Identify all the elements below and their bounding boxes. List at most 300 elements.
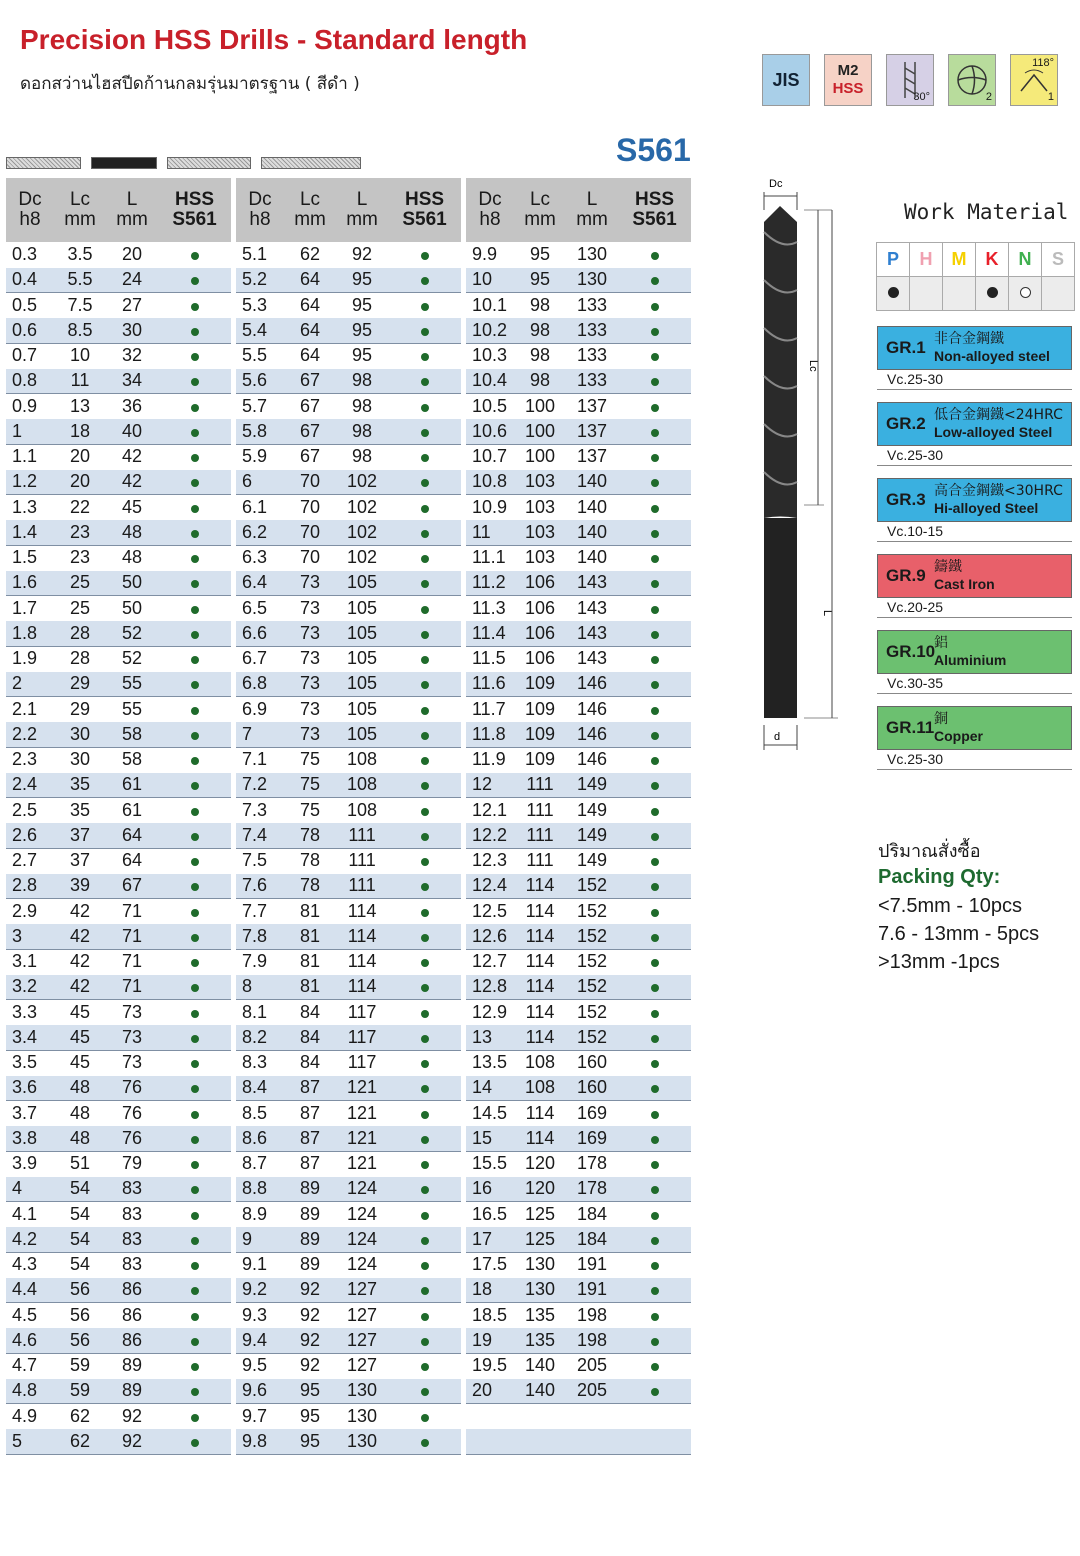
availability-cell — [388, 1353, 461, 1378]
lc-cell — [514, 1404, 566, 1429]
available-dot-icon — [191, 277, 199, 285]
lc-cell: 135 — [514, 1303, 566, 1328]
dc-cell: 1.4 — [6, 520, 54, 545]
dc-cell: 3.6 — [6, 1075, 54, 1100]
availability-cell — [158, 1378, 231, 1403]
availability-cell — [388, 1429, 461, 1454]
table-row — [466, 1151, 691, 1176]
lc-cell: 29 — [54, 671, 106, 696]
l-cell: 86 — [106, 1303, 158, 1328]
lc-cell: 140 — [514, 1378, 566, 1403]
dc-cell: 11.4 — [466, 621, 514, 646]
l-cell: 102 — [336, 520, 388, 545]
availability-cell — [158, 1151, 231, 1176]
dc-cell: 5.6 — [236, 368, 284, 393]
available-dot-icon — [421, 1388, 429, 1396]
lc-cell: 25 — [54, 570, 106, 595]
l-cell: 198 — [566, 1303, 618, 1328]
dc-cell: 8.8 — [236, 1176, 284, 1201]
dc-cell: 7.1 — [236, 747, 284, 772]
l-cell: 140 — [566, 495, 618, 520]
dc-cell: 2 — [6, 671, 54, 696]
lc-cell: 67 — [284, 444, 336, 469]
l-cell: 34 — [106, 368, 158, 393]
lc-cell: 29 — [54, 697, 106, 722]
dc-cell: 11.5 — [466, 646, 514, 671]
packing-line: >13mm -1pcs — [878, 951, 1000, 973]
l-cell: 169 — [566, 1101, 618, 1126]
availability-cell — [388, 747, 461, 772]
dc-cell: 15.5 — [466, 1151, 514, 1176]
table-row — [466, 1050, 691, 1075]
availability-cell — [158, 873, 231, 898]
group-name-cn: 低合金鋼鐵<24HRC — [934, 407, 1063, 423]
availability-cell — [158, 495, 231, 520]
dc-cell: 9.8 — [236, 1429, 284, 1454]
l-cell: 71 — [106, 949, 158, 974]
table-row — [6, 1025, 231, 1050]
available-dot-icon — [651, 934, 659, 942]
table-row — [466, 1404, 691, 1429]
available-dot-icon — [651, 984, 659, 992]
lc-cell: 75 — [284, 798, 336, 823]
available-dot-icon — [191, 1287, 199, 1295]
table-row — [466, 924, 691, 949]
material-group-gr-3 — [877, 478, 1072, 542]
lc-cell: 25 — [54, 596, 106, 621]
available-dot-icon — [191, 782, 199, 790]
lc-cell: 125 — [514, 1227, 566, 1252]
l-cell: 124 — [336, 1227, 388, 1252]
lc-cell: 114 — [514, 873, 566, 898]
table-row — [236, 1202, 461, 1227]
table-row — [466, 596, 691, 621]
availability-cell — [158, 1429, 231, 1454]
l-cell: 111 — [336, 823, 388, 848]
table-row — [466, 570, 691, 595]
material-group-gr-11 — [877, 706, 1072, 770]
lc-cell: 98 — [514, 368, 566, 393]
available-dot-icon — [651, 353, 659, 361]
table-row — [6, 1328, 231, 1353]
lc-cell: 92 — [284, 1328, 336, 1353]
l-cell: 105 — [336, 671, 388, 696]
available-dot-icon — [651, 883, 659, 891]
dc-cell: 17 — [466, 1227, 514, 1252]
availability-cell — [388, 646, 461, 671]
available-dot-icon — [651, 1212, 659, 1220]
dc-cell: 7.6 — [236, 873, 284, 898]
group-name-cn: 非合金鋼鐵 — [934, 331, 1004, 347]
availability-cell — [618, 1050, 691, 1075]
availability-cell — [158, 798, 231, 823]
page-subtitle-thai: ดอกสว่านไฮสปีดก้านกลมรุ่นมาตรฐาน ( สีดำ ) — [20, 74, 360, 94]
dc-cell: 2.2 — [6, 722, 54, 747]
availability-cell — [618, 1404, 691, 1429]
l-cell: 64 — [106, 823, 158, 848]
table-row — [236, 267, 461, 292]
lc-cell: 54 — [54, 1252, 106, 1277]
available-dot-icon — [651, 858, 659, 866]
availability-cell — [388, 1151, 461, 1176]
availability-cell — [618, 1025, 691, 1050]
l-cell: 140 — [566, 520, 618, 545]
available-dot-icon — [191, 454, 199, 462]
available-dot-icon — [191, 505, 199, 513]
dc-cell: 9 — [236, 1227, 284, 1252]
dc-cell: 6.5 — [236, 596, 284, 621]
availability-cell — [618, 1252, 691, 1277]
column-header: Lc mm — [284, 178, 336, 242]
table-row — [6, 469, 231, 494]
lc-cell: 108 — [514, 1075, 566, 1100]
table-row — [236, 697, 461, 722]
shank-type-bars — [6, 157, 361, 169]
available-dot-icon — [651, 959, 659, 967]
dc-cell: 12.8 — [466, 974, 514, 999]
l-cell: 86 — [106, 1328, 158, 1353]
available-dot-icon — [421, 1439, 429, 1447]
available-dot-icon — [421, 631, 429, 639]
table-row — [236, 924, 461, 949]
lc-cell: 59 — [54, 1378, 106, 1403]
lc-cell: 30 — [54, 747, 106, 772]
lc-cell: 81 — [284, 974, 336, 999]
packing-thai-label: ปริมาณสั่งซื้อ — [878, 841, 981, 862]
drill-size-table-2 — [236, 178, 461, 1455]
iso-mark-cell — [910, 277, 943, 311]
available-dot-icon — [191, 1363, 199, 1371]
table-row — [236, 823, 461, 848]
table-row — [236, 1404, 461, 1429]
lc-cell: 87 — [284, 1126, 336, 1151]
availability-cell — [158, 697, 231, 722]
dc-cell: 7.2 — [236, 772, 284, 797]
available-dot-icon — [191, 404, 199, 412]
table-row — [6, 1404, 231, 1429]
table-row — [466, 368, 691, 393]
availability-cell — [618, 368, 691, 393]
dc-cell: 6.2 — [236, 520, 284, 545]
lc-cell: 35 — [54, 798, 106, 823]
availability-cell — [618, 621, 691, 646]
lc-cell: 64 — [284, 318, 336, 343]
available-dot-icon — [191, 858, 199, 866]
table-row — [236, 1000, 461, 1025]
table-row — [236, 899, 461, 924]
l-cell: 143 — [566, 596, 618, 621]
group-code: GR.3 — [886, 490, 926, 509]
table-row — [6, 444, 231, 469]
lc-cell: 42 — [54, 924, 106, 949]
lc-cell: 54 — [54, 1202, 106, 1227]
availability-cell — [388, 419, 461, 444]
lc-cell: 114 — [514, 1101, 566, 1126]
availability-cell — [388, 798, 461, 823]
availability-cell — [618, 495, 691, 520]
available-dot-icon — [191, 1060, 199, 1068]
group-name-en: Non-alloyed steel — [934, 348, 1050, 364]
table-row — [236, 368, 461, 393]
table-row — [236, 1050, 461, 1075]
l-cell: 76 — [106, 1126, 158, 1151]
packing-line: <7.5mm - 10pcs — [878, 895, 1022, 917]
available-dot-icon — [421, 732, 429, 740]
available-dot-icon — [421, 1186, 429, 1194]
table-row — [466, 1101, 691, 1126]
dc-cell: 1.9 — [6, 646, 54, 671]
packing-line: 7.6 - 13mm - 5pcs — [878, 923, 1040, 945]
dc-cell: 2.4 — [6, 772, 54, 797]
available-dot-icon — [191, 681, 199, 689]
available-dot-icon — [421, 1136, 429, 1144]
group-name-cn: 高合金鋼鐵<30HRC — [934, 483, 1063, 499]
l-label: L — [821, 610, 833, 617]
availability-cell — [618, 1126, 691, 1151]
available-dot-icon — [191, 378, 199, 386]
table-row — [6, 1101, 231, 1126]
available-dot-icon — [421, 1363, 429, 1371]
l-cell: 124 — [336, 1202, 388, 1227]
l-cell: 42 — [106, 469, 158, 494]
available-dot-icon — [421, 454, 429, 462]
l-cell: 130 — [336, 1378, 388, 1403]
dc-cell: 5.5 — [236, 343, 284, 368]
available-dot-icon — [421, 782, 429, 790]
l-cell: 143 — [566, 570, 618, 595]
lc-cell: 87 — [284, 1075, 336, 1100]
table-row — [6, 1126, 231, 1151]
l-cell: 121 — [336, 1151, 388, 1176]
lc-cell: 37 — [54, 823, 106, 848]
l-cell: 105 — [336, 621, 388, 646]
dc-cell: 12.1 — [466, 798, 514, 823]
table-row — [236, 1353, 461, 1378]
availability-cell — [388, 318, 461, 343]
availability-cell — [158, 772, 231, 797]
dc-cell: 10.7 — [466, 444, 514, 469]
availability-cell — [158, 974, 231, 999]
available-dot-icon — [651, 580, 659, 588]
dc-cell: 11.7 — [466, 697, 514, 722]
available-dot-icon — [191, 429, 199, 437]
availability-cell — [388, 697, 461, 722]
availability-cell — [388, 368, 461, 393]
l-cell: 58 — [106, 722, 158, 747]
availability-cell — [618, 267, 691, 292]
availability-cell — [388, 1101, 461, 1126]
l-cell: 108 — [336, 798, 388, 823]
table-row — [236, 293, 461, 318]
table-row — [236, 646, 461, 671]
table-row — [466, 1075, 691, 1100]
dc-cell: 7.9 — [236, 949, 284, 974]
dc-cell — [466, 1404, 514, 1429]
dc-cell: 4.9 — [6, 1404, 54, 1429]
group-code: GR.9 — [886, 566, 926, 585]
available-dot-icon — [651, 454, 659, 462]
l-cell: 127 — [336, 1303, 388, 1328]
table-row — [6, 974, 231, 999]
l-cell: 111 — [336, 848, 388, 873]
availability-cell — [618, 798, 691, 823]
table-row — [466, 1227, 691, 1252]
l-cell: 127 — [336, 1328, 388, 1353]
dc-cell: 1 — [6, 419, 54, 444]
l-cell: 127 — [336, 1353, 388, 1378]
availability-cell — [618, 671, 691, 696]
table-row — [6, 1151, 231, 1176]
l-cell: 133 — [566, 343, 618, 368]
lc-cell: 84 — [284, 1000, 336, 1025]
lc-cell: 37 — [54, 848, 106, 873]
l-cell: 130 — [566, 242, 618, 267]
table-row — [236, 495, 461, 520]
m2-hss-badge: M2 HSS — [824, 54, 872, 106]
table-row — [6, 899, 231, 924]
dc-cell: 9.7 — [236, 1404, 284, 1429]
lc-cell: 73 — [284, 722, 336, 747]
dc-cell: 12.9 — [466, 1000, 514, 1025]
lc-cell: 92 — [284, 1277, 336, 1302]
dc-cell: 5.9 — [236, 444, 284, 469]
lc-cell: 78 — [284, 823, 336, 848]
dc-cell: 18.5 — [466, 1303, 514, 1328]
available-dot-icon — [651, 429, 659, 437]
table-row — [236, 1075, 461, 1100]
availability-cell — [388, 1000, 461, 1025]
l-cell: 76 — [106, 1075, 158, 1100]
table-row — [236, 1277, 461, 1302]
table-row — [6, 495, 231, 520]
availability-cell — [158, 570, 231, 595]
l-cell: 143 — [566, 646, 618, 671]
table-row — [6, 1378, 231, 1403]
availability-cell — [388, 671, 461, 696]
dc-cell: 3.2 — [6, 974, 54, 999]
table-row — [466, 419, 691, 444]
dc-cell: 2.3 — [6, 747, 54, 772]
availability-cell — [618, 520, 691, 545]
lc-cell: 56 — [54, 1277, 106, 1302]
dc-cell: 4.5 — [6, 1303, 54, 1328]
l-cell: 114 — [336, 949, 388, 974]
available-dot-icon — [651, 1010, 659, 1018]
dc-cell: 5.3 — [236, 293, 284, 318]
l-cell: 130 — [336, 1404, 388, 1429]
availability-cell — [158, 1025, 231, 1050]
table-row — [6, 1277, 231, 1302]
table-row — [236, 1227, 461, 1252]
dc-cell: 5.2 — [236, 267, 284, 292]
l-cell: 92 — [106, 1404, 158, 1429]
dc-cell: 4 — [6, 1176, 54, 1201]
dc-cell: 10.2 — [466, 318, 514, 343]
available-dot-icon — [421, 1338, 429, 1346]
availability-cell — [618, 1202, 691, 1227]
dc-cell: 3 — [6, 924, 54, 949]
l-cell: 89 — [106, 1378, 158, 1403]
lc-cell: 70 — [284, 520, 336, 545]
l-cell: 143 — [566, 621, 618, 646]
availability-cell — [158, 848, 231, 873]
availability-cell — [618, 646, 691, 671]
lc-cell: 54 — [54, 1176, 106, 1201]
l-cell: 48 — [106, 520, 158, 545]
dc-cell: 2.1 — [6, 697, 54, 722]
lc-cell: 125 — [514, 1202, 566, 1227]
dc-cell: 0.6 — [6, 318, 54, 343]
available-dot-icon — [191, 984, 199, 992]
available-dot-icon — [651, 530, 659, 538]
table-row — [466, 747, 691, 772]
table-row — [466, 1303, 691, 1328]
availability-cell — [158, 1202, 231, 1227]
availability-cell — [618, 772, 691, 797]
table-row — [466, 1202, 691, 1227]
lc-cell: 81 — [284, 949, 336, 974]
table-row — [466, 318, 691, 343]
l-cell: 146 — [566, 671, 618, 696]
available-dot-icon — [191, 757, 199, 765]
table-row — [6, 1252, 231, 1277]
drill-size-table-1 — [6, 178, 231, 1455]
availability-cell — [388, 949, 461, 974]
dc-cell: 4.3 — [6, 1252, 54, 1277]
available-dot-icon — [651, 681, 659, 689]
l-cell: 198 — [566, 1328, 618, 1353]
lc-cell: 95 — [514, 267, 566, 292]
dc-cell: 9.3 — [236, 1303, 284, 1328]
table-row — [236, 722, 461, 747]
available-dot-icon — [191, 1161, 199, 1169]
lc-cell: 62 — [54, 1429, 106, 1454]
l-cell: 102 — [336, 469, 388, 494]
lc-cell: 28 — [54, 646, 106, 671]
l-cell: 55 — [106, 671, 158, 696]
available-dot-icon — [421, 1212, 429, 1220]
filled-dot-icon — [888, 287, 899, 298]
flute-count-icon: 2 — [948, 54, 996, 106]
l-cell: 160 — [566, 1050, 618, 1075]
table-row — [6, 419, 231, 444]
bar-stripe — [6, 157, 81, 169]
table-row — [466, 722, 691, 747]
availability-cell — [618, 899, 691, 924]
table-row — [466, 1176, 691, 1201]
availability-cell — [388, 570, 461, 595]
available-dot-icon — [651, 1136, 659, 1144]
table-row — [236, 570, 461, 595]
iso-group-k: K — [976, 243, 1009, 277]
lc-cell: 103 — [514, 495, 566, 520]
l-cell: 184 — [566, 1227, 618, 1252]
l-cell: 45 — [106, 495, 158, 520]
dc-cell: 9.4 — [236, 1328, 284, 1353]
table-row — [236, 848, 461, 873]
group-code: GR.10 — [886, 642, 936, 661]
lc-cell: 8.5 — [54, 318, 106, 343]
l-cell: 76 — [106, 1101, 158, 1126]
dc-cell: 4.4 — [6, 1277, 54, 1302]
dc-cell: 10.4 — [466, 368, 514, 393]
table-row — [6, 267, 231, 292]
table-row — [466, 444, 691, 469]
dc-cell: 0.7 — [6, 343, 54, 368]
availability-cell — [388, 495, 461, 520]
table-row — [236, 621, 461, 646]
table-row — [6, 722, 231, 747]
